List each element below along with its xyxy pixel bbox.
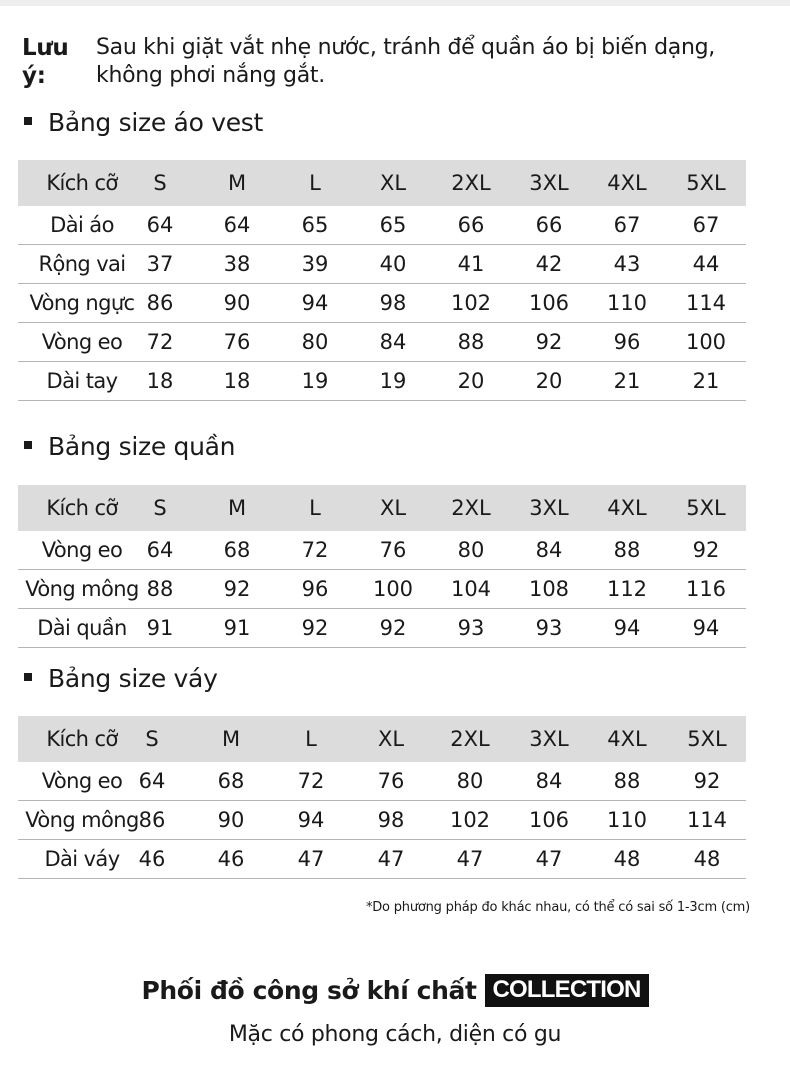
measurement-cell: 18 (146, 369, 174, 393)
measurement-cell: 65 (301, 213, 329, 237)
measurement-cell: 64 (146, 538, 174, 562)
measurement-cell: 80 (457, 538, 485, 562)
size-header-cell: 3XL (529, 171, 569, 195)
measurement-cell: 102 (449, 808, 491, 832)
note-label: Lưu ý: (22, 35, 69, 89)
measurement-cell: 92 (693, 769, 721, 793)
measurement-cell: 106 (528, 808, 570, 832)
measurement-cell: 102 (450, 291, 492, 315)
measurement-cell: 80 (456, 769, 484, 793)
measurement-cell: 64 (138, 769, 166, 793)
row-label: Dài áo (50, 213, 114, 237)
size-header-cell: 2XL (450, 727, 490, 751)
measurement-cell: 91 (146, 616, 174, 640)
size-header-cell: 5XL (686, 171, 726, 195)
row-label: Vòng mông (25, 808, 139, 832)
measurement-cell: 20 (457, 369, 485, 393)
measurement-cell: 67 (613, 213, 641, 237)
measurement-cell: 90 (223, 291, 251, 315)
table-row (18, 245, 746, 284)
measurement-cell: 116 (685, 577, 727, 601)
banner-title: Phối đồ công sở khí chất (141, 976, 477, 1005)
row-label: Dài váy (44, 847, 120, 871)
measurement-cell: 94 (613, 616, 641, 640)
table-row (18, 362, 746, 401)
note-line-1: Sau khi giặt vắt nhẹ nước, tránh để quần áo bị biến dạng, (96, 35, 715, 60)
size-header-cell: 4XL (607, 727, 647, 751)
size-header-cell: XL (377, 727, 405, 751)
size-header-cell: 4XL (607, 171, 647, 195)
measurement-cell: 68 (217, 769, 245, 793)
size-table-pants (18, 485, 746, 648)
table-header-row (18, 485, 746, 531)
size-header-cell: XL (379, 171, 407, 195)
measurement-cell: 19 (301, 369, 329, 393)
measurement-cell: 94 (297, 808, 325, 832)
slogan: Mặc có phong cách, diện có gu (228, 1022, 562, 1047)
row-label: Rộng vai (38, 252, 126, 276)
measurement-cell: 41 (457, 252, 485, 276)
size-header-cell: 3XL (529, 496, 569, 520)
size-header-cell: 4XL (607, 496, 647, 520)
table-row (18, 531, 746, 570)
measurement-cell: 40 (379, 252, 407, 276)
measurement-cell: 84 (535, 538, 563, 562)
measurement-cell: 64 (146, 213, 174, 237)
measurement-cell: 90 (217, 808, 245, 832)
row-label: Vòng eo (41, 538, 123, 562)
top-divider (0, 0, 790, 6)
measurement-cell: 76 (379, 538, 407, 562)
collection-badge: COLLECTION (485, 974, 649, 1007)
measurement-cell: 76 (223, 330, 251, 354)
row-label: Dài tay (46, 369, 118, 393)
measurement-cell: 98 (377, 808, 405, 832)
row-label: Vòng mông (25, 577, 139, 601)
measurement-cell: 48 (693, 847, 721, 871)
table-row (18, 609, 746, 648)
size-header-cell: L (309, 171, 321, 195)
measurement-cell: 72 (146, 330, 174, 354)
measurement-cell: 46 (138, 847, 166, 871)
measurement-cell: 37 (146, 252, 174, 276)
measurement-cell: 47 (456, 847, 484, 871)
size-header-cell: 5XL (687, 727, 727, 751)
size-header-cell: S (145, 727, 159, 751)
measurement-cell: 88 (146, 577, 174, 601)
measurement-cell: 47 (535, 847, 563, 871)
measurement-cell: 39 (301, 252, 329, 276)
note-line-2: không phơi nắng gắt. (96, 63, 325, 88)
measurement-cell: 72 (297, 769, 325, 793)
section-title-skirt (24, 664, 218, 693)
measurement-cell: 100 (372, 577, 414, 601)
measurement-cell: 18 (223, 369, 251, 393)
measurement-cell: 47 (377, 847, 405, 871)
measurement-cell: 48 (613, 847, 641, 871)
header-label: Kích cỡ (46, 496, 118, 520)
row-label: Vòng eo (41, 330, 123, 354)
measurement-cell: 21 (692, 369, 720, 393)
section-title-text: Bảng size áo vest (48, 108, 264, 137)
size-header-cell: M (221, 727, 241, 751)
table-row (18, 801, 746, 840)
table-row (18, 206, 746, 245)
measurement-cell: 92 (535, 330, 563, 354)
measurement-cell: 100 (685, 330, 727, 354)
table-row (18, 840, 746, 879)
measurement-cell: 93 (457, 616, 485, 640)
table-row (18, 323, 746, 362)
measurement-cell: 92 (692, 538, 720, 562)
row-label: Dài quần (37, 616, 127, 640)
table-header-row (18, 160, 746, 206)
measurement-cell: 80 (301, 330, 329, 354)
measurement-cell: 47 (297, 847, 325, 871)
collection-banner (0, 974, 790, 1007)
measurement-cell: 84 (535, 769, 563, 793)
measurement-cell: 110 (606, 291, 648, 315)
table-row (18, 284, 746, 323)
table-header-row (18, 716, 746, 762)
header-label: Kích cỡ (46, 727, 118, 751)
row-label: Vòng ngực (29, 291, 135, 315)
bullet-icon (24, 673, 32, 681)
size-header-cell: M (227, 496, 247, 520)
measurement-cell: 44 (692, 252, 720, 276)
size-header-cell: L (309, 496, 321, 520)
bullet-icon (24, 117, 32, 125)
measurement-cell: 88 (613, 769, 641, 793)
measurement-cell: 64 (223, 213, 251, 237)
measurement-cell: 88 (613, 538, 641, 562)
measurement-cell: 88 (457, 330, 485, 354)
measurement-cell: 92 (379, 616, 407, 640)
measurement-cell: 114 (686, 808, 728, 832)
section-title-vest (24, 108, 263, 137)
measurement-cell: 38 (223, 252, 251, 276)
measurement-cell: 46 (217, 847, 245, 871)
measurement-cell: 98 (379, 291, 407, 315)
size-header-cell: L (305, 727, 317, 751)
measurement-cell: 93 (535, 616, 563, 640)
measurement-cell: 96 (301, 577, 329, 601)
table-row (18, 570, 746, 609)
size-table-vest (18, 160, 746, 401)
size-table-skirt (18, 716, 746, 879)
bullet-icon (24, 441, 32, 449)
measurement-cell: 72 (301, 538, 329, 562)
measurement-cell: 19 (379, 369, 407, 393)
measurement-cell: 94 (692, 616, 720, 640)
measurement-cell: 66 (535, 213, 563, 237)
measurement-cell: 114 (685, 291, 727, 315)
measurement-cell: 42 (535, 252, 563, 276)
measurement-footnote: *Do phương pháp đo khác nhau, có thể có sai số 1-3cm (cm) (365, 900, 750, 915)
size-header-cell: M (227, 171, 247, 195)
measurement-cell: 92 (301, 616, 329, 640)
measurement-cell: 76 (377, 769, 405, 793)
table-row (18, 762, 746, 801)
measurement-cell: 104 (450, 577, 492, 601)
measurement-cell: 86 (146, 291, 174, 315)
size-header-cell: 3XL (529, 727, 569, 751)
measurement-cell: 112 (606, 577, 648, 601)
measurement-cell: 91 (223, 616, 251, 640)
measurement-cell: 86 (138, 808, 166, 832)
size-header-cell: S (153, 496, 167, 520)
size-header-cell: 5XL (686, 496, 726, 520)
row-label: Vòng eo (41, 769, 123, 793)
measurement-cell: 66 (457, 213, 485, 237)
measurement-cell: 84 (379, 330, 407, 354)
size-header-cell: 2XL (451, 496, 491, 520)
measurement-cell: 110 (606, 808, 648, 832)
size-header-cell: XL (379, 496, 407, 520)
measurement-cell: 65 (379, 213, 407, 237)
header-label: Kích cỡ (46, 171, 118, 195)
measurement-cell: 96 (613, 330, 641, 354)
measurement-cell: 20 (535, 369, 563, 393)
measurement-cell: 68 (223, 538, 251, 562)
measurement-cell: 67 (692, 213, 720, 237)
size-header-cell: 2XL (451, 171, 491, 195)
size-header-cell: S (153, 171, 167, 195)
measurement-cell: 21 (613, 369, 641, 393)
measurement-cell: 108 (528, 577, 570, 601)
section-title-pants (24, 432, 235, 461)
measurement-cell: 94 (301, 291, 329, 315)
section-title-text: Bảng size váy (48, 664, 218, 693)
section-title-text: Bảng size quần (48, 432, 236, 461)
measurement-cell: 43 (613, 252, 641, 276)
measurement-cell: 106 (528, 291, 570, 315)
measurement-cell: 92 (223, 577, 251, 601)
